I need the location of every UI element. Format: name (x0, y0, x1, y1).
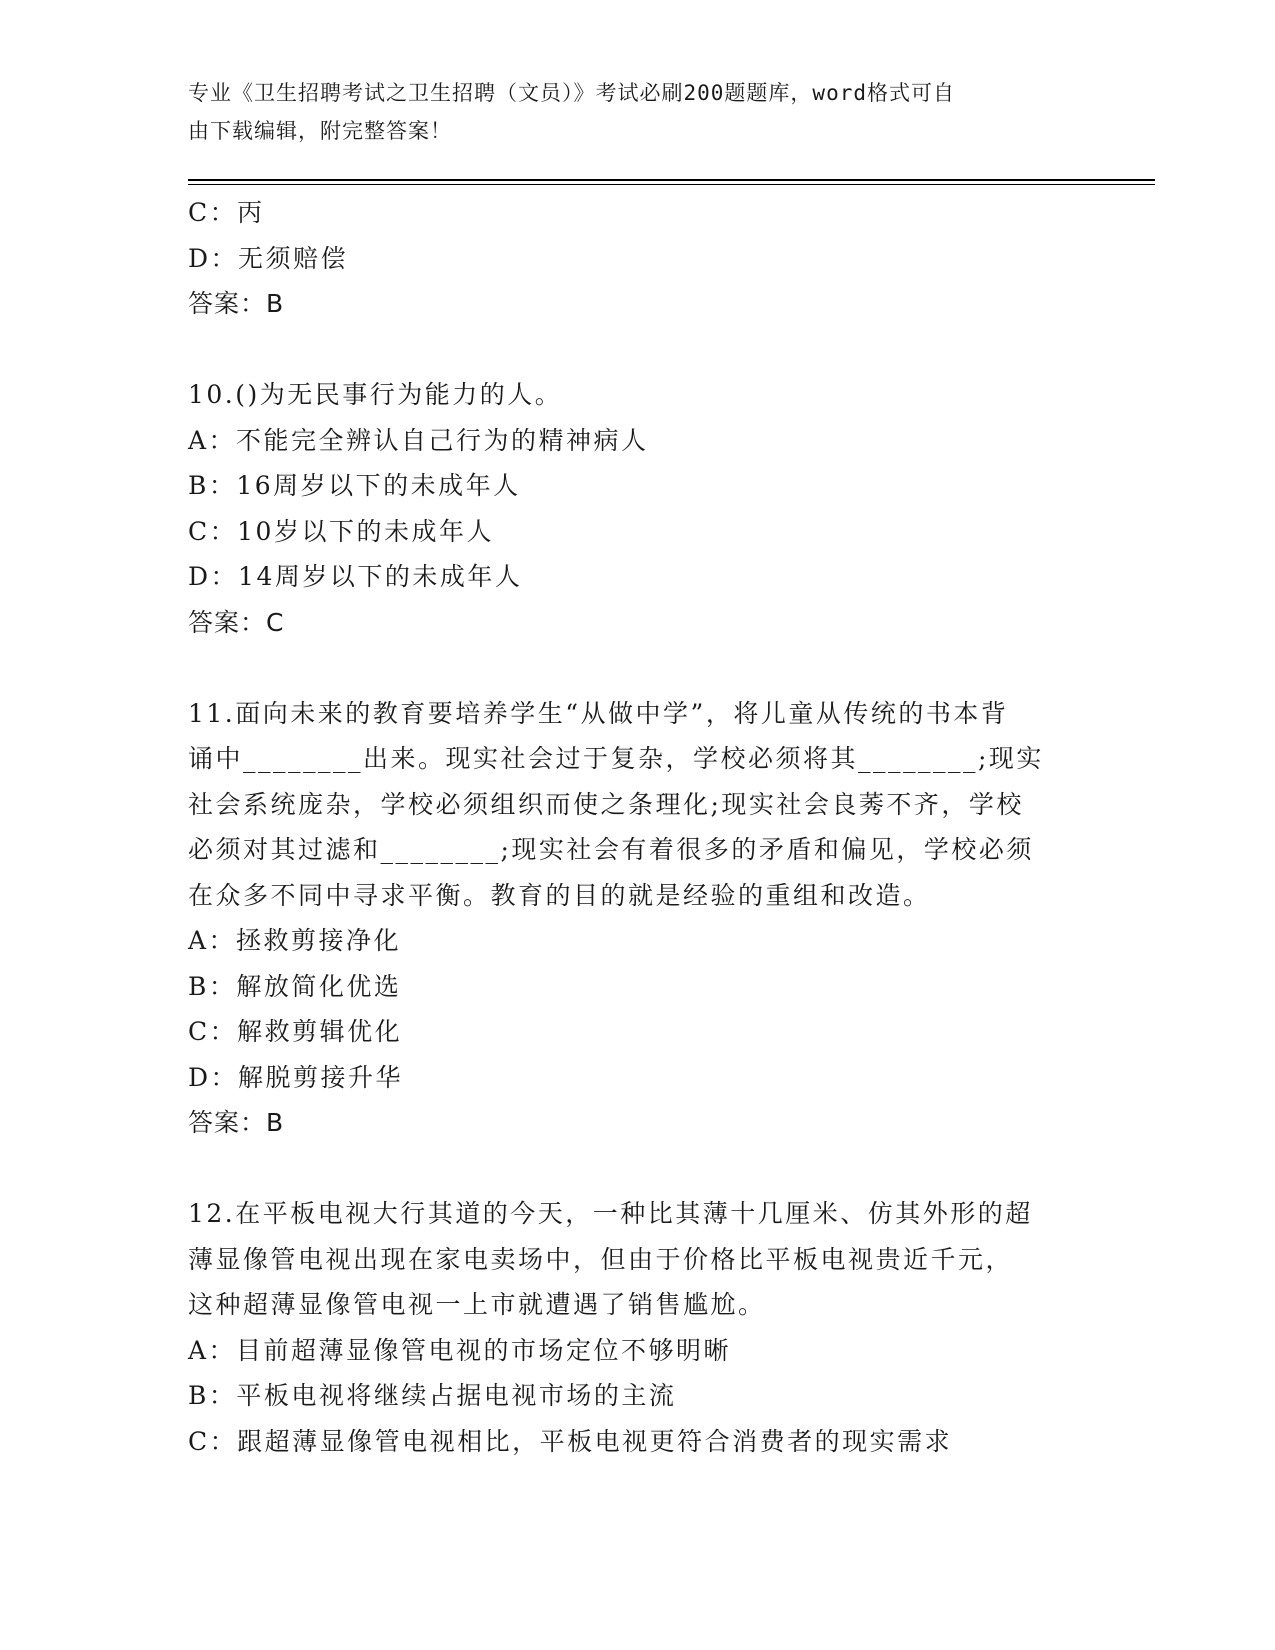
option-b: B：16周岁以下的未成年人 (188, 471, 521, 500)
question-text-line: 12.在平板电视大行其道的今天，一种比其薄十几厘米、仿其外形的超 (188, 1199, 1033, 1228)
header-divider-thick (188, 179, 1155, 181)
header-divider-thin (188, 184, 1155, 185)
header-line-1: 专业《卫生招聘考试之卫生招聘（文员）》考试必刷200题题库，word格式可自 (188, 81, 955, 105)
question-block-10 (188, 372, 1088, 645)
option-a: A：拯救剪接净化 (188, 926, 402, 955)
document-body (188, 190, 1088, 1464)
question-text-line: 社会系统庞杂，学校必须组织而使之条理化;现实社会良莠不齐，学校 (188, 789, 1024, 819)
question-text-line: 这种超薄显像管电视一上市就遭遇了销售尴尬。 (188, 1290, 766, 1319)
question-text-line: 在众多不同中寻求平衡。教育的目的就是经验的重组和改造。 (188, 880, 931, 910)
option-a: A：目前超薄显像管电视的市场定位不够明晰 (188, 1335, 732, 1365)
question-text-line: 诵中________出来。现实社会过于复杂，学校必须将其________;现实 (188, 744, 1044, 773)
spacer (188, 1146, 1088, 1192)
option-c: C：跟超薄显像管电视相比，平板电视更符合消费者的现实需求 (188, 1426, 953, 1456)
option-b: B：平板电视将继续占据电视市场的主流 (188, 1381, 677, 1410)
answer-line: 答案：C (188, 607, 285, 637)
option-d: D：14周岁以下的未成年人 (188, 562, 523, 591)
question-text-line: 必须对其过滤和________;现实社会有着很多的矛盾和偏见，学校必须 (188, 835, 1034, 864)
option-a: A：不能完全辨认自己行为的精神病人 (188, 425, 649, 455)
spacer (188, 327, 1088, 373)
header-line-2: 由下载编辑，附完整答案！ (188, 119, 452, 143)
question-text-line: 11.面向未来的教育要培养学生“从做中学”，将儿童从传统的书本背 (188, 698, 1009, 728)
question-block-prev (188, 190, 1088, 327)
question-text-line: 薄显像管电视出现在家电卖场中，但由于价格比平板电视贵近千元， (188, 1244, 1014, 1274)
option-c: C：丙 (188, 198, 265, 227)
spacer (188, 645, 1088, 691)
option-d: D：解脱剪接升华 (188, 1062, 404, 1092)
option-c: C：解救剪辑优化 (188, 1017, 403, 1046)
question-text: 10.()为无民事行为能力的人。 (188, 380, 563, 409)
question-block-11 (188, 691, 1088, 1146)
option-c: C：10岁以下的未成年人 (188, 516, 494, 546)
answer-line: 答案：B (188, 1108, 285, 1137)
question-block-12 (188, 1191, 1088, 1464)
option-b: B：解放简化优选 (188, 971, 402, 1001)
option-d: D：无须赔偿 (188, 243, 349, 273)
answer-line: 答案：B (188, 289, 285, 318)
document-header (188, 74, 1088, 150)
